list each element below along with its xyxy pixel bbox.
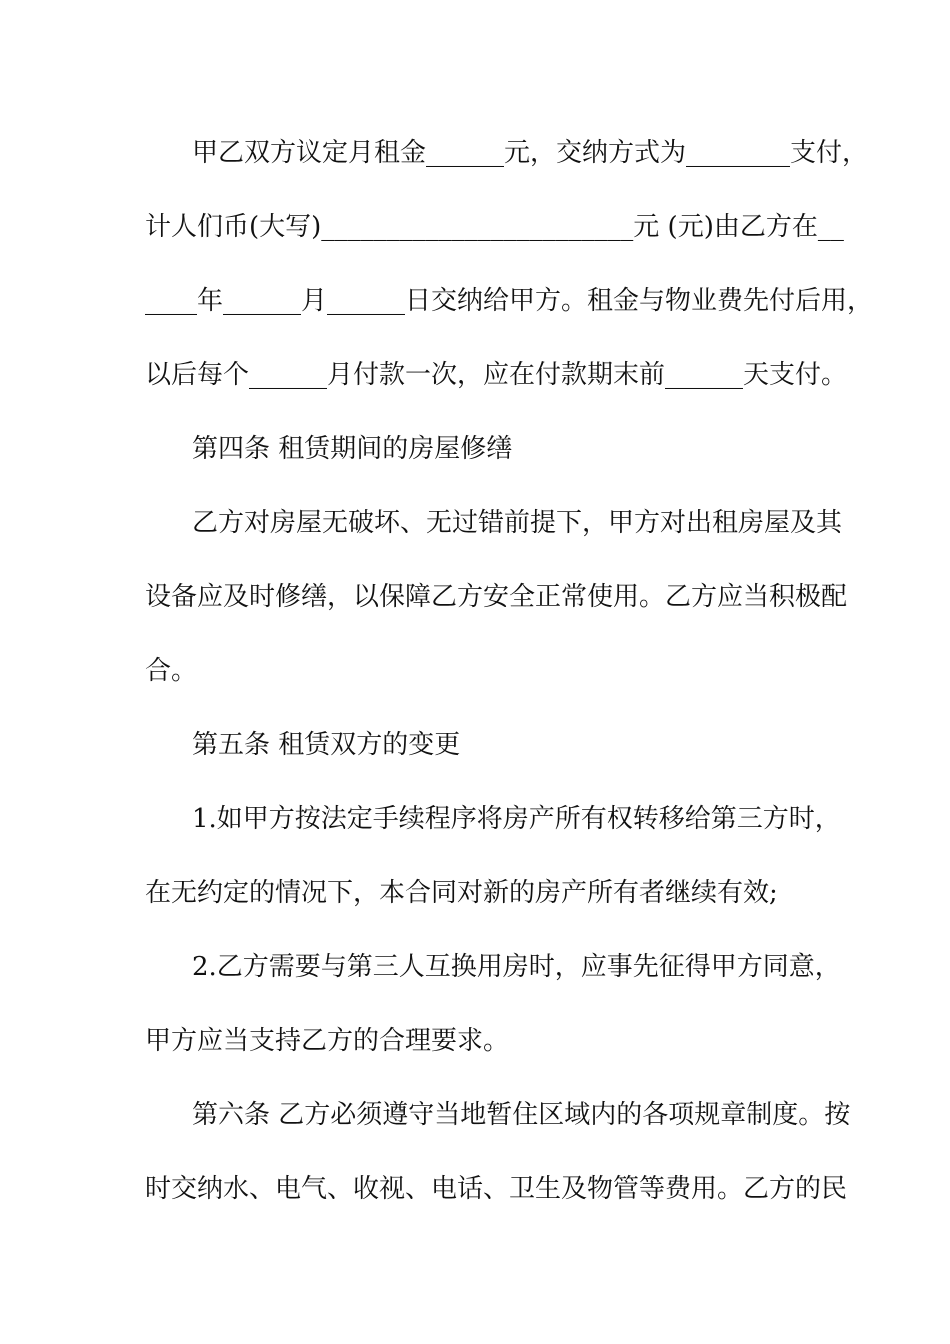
rent-capital-amount-line: 计人们币(大写)________________________元 (元)由乙方在__ (145, 212, 844, 242)
article-five-heading: 第五条 租赁双方的变更 (192, 730, 461, 760)
article-six-line-1: 第六条 乙方必须遵守当地暂住区域内的各项规章制度。按 (192, 1100, 851, 1130)
article-four-heading: 第四条 租赁期间的房屋修缮 (192, 434, 513, 464)
repair-paragraph-line-2: 设备应及时修缮，以保障乙方安全正常使用。乙方应当积极配 (145, 582, 848, 612)
change-item-1-line-2: 在无约定的情况下，本合同对新的房产所有者继续有效; (145, 878, 778, 908)
payment-date-line: ____年______月______日交纳给甲方。租金与物业费先付后用， (145, 286, 874, 316)
change-item-1-line-1: 1.如甲方按法定手续程序将房产所有权转移给第三方时， (192, 804, 841, 834)
repair-paragraph-line-1: 乙方对房屋无破坏、无过错前提下，甲方对出租房屋及其 (192, 508, 843, 538)
repair-paragraph-line-3: 合。 (145, 656, 198, 686)
change-item-2-line-1: 2.乙方需要与第三人互换用房时，应事先征得甲方同意， (192, 952, 841, 982)
payment-frequency-line: 以后每个______月付款一次，应在付款期末前______天支付。 (145, 360, 848, 390)
rent-agreement-line: 甲乙双方议定月租金______元，交纳方式为________支付， (192, 138, 869, 168)
change-item-2-line-2: 甲方应当支持乙方的合理要求。 (145, 1026, 510, 1056)
article-six-line-2: 时交纳水、电气、收视、电话、卫生及物管等费用。乙方的民 (145, 1174, 848, 1204)
